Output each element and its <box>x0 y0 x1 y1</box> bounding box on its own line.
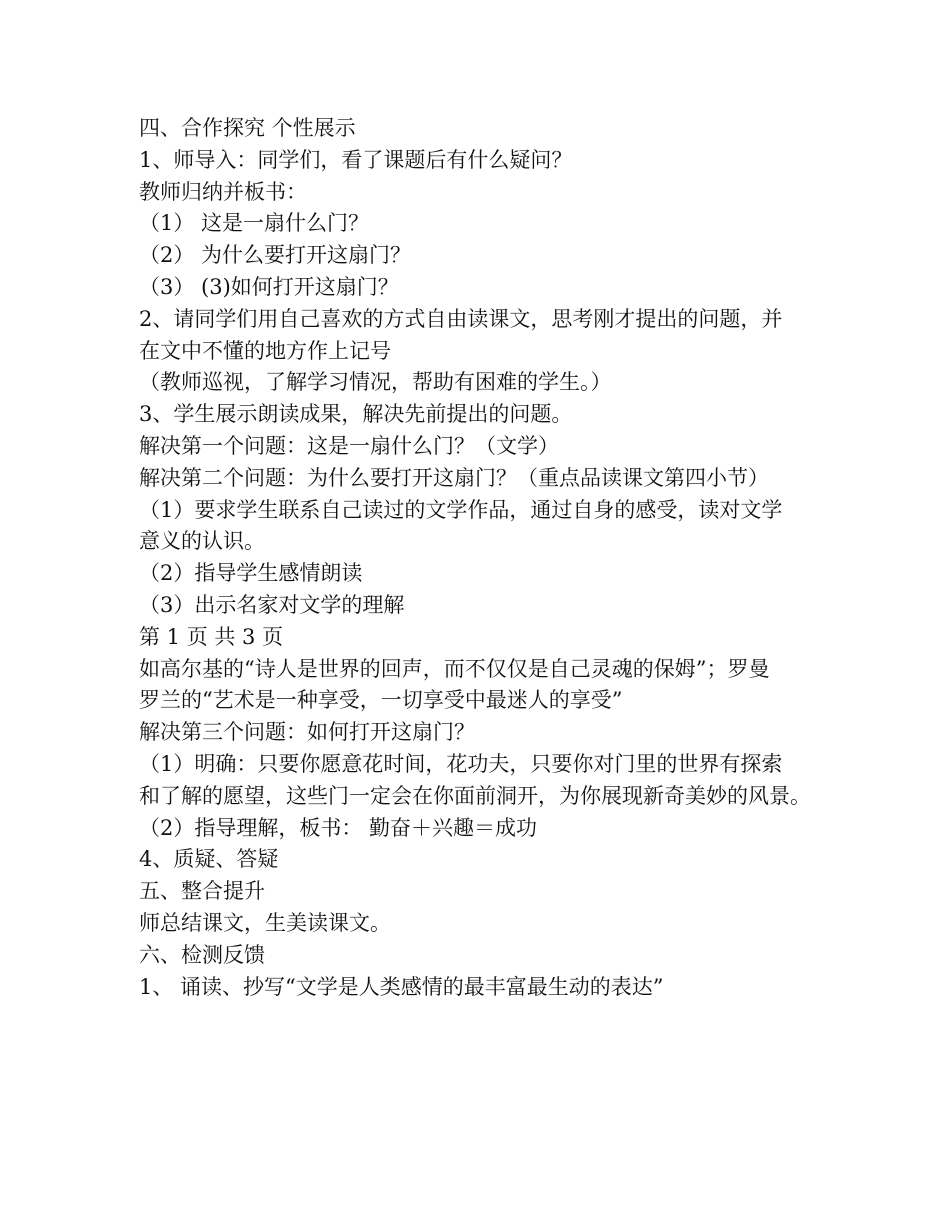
text-line: 和了解的愿望，这些门一定会在你面前洞开，为你展现新奇美妙的风景。 <box>139 783 811 808</box>
section-heading-cooperative-inquiry: 四、合作探究 个性展示 <box>139 116 356 140</box>
text-line: 如高尔基的“诗人是世界的回声，而不仅仅是自己灵魂的保姆”；罗曼 <box>139 656 770 681</box>
text-line: （2）指导理解，板书： 勤奋＋兴趣＝成功 <box>139 815 538 840</box>
text-line: 解决第三个问题：如何打开这扇门？ <box>139 720 475 745</box>
page-number: 第 1 页 共 3 页 <box>139 624 284 649</box>
text-line: 师总结课文，生美读课文。 <box>139 910 391 935</box>
text-line: 2、请同学们用自己喜欢的方式自由读课文，思考刚才提出的问题，并 <box>139 306 783 331</box>
text-line: 3、学生展示朗读成果，解决先前提出的问题。 <box>139 402 573 427</box>
section-heading-integration: 五、整合提升 <box>139 879 265 904</box>
text-line: （1） 这是一扇什么门？ <box>139 211 370 236</box>
section-heading-feedback: 六、检测反馈 <box>139 942 265 967</box>
text-line: 罗兰的“艺术是一种享受，一切享受中最迷人的享受” <box>139 688 623 713</box>
text-line: 教师归纳并板书： <box>139 179 307 204</box>
text-line: 1、师导入：同学们，看了课题后有什么疑问？ <box>139 147 573 172</box>
text-line: 在文中不懂的地方作上记号 <box>139 338 391 363</box>
text-line: 1、 诵读、抄写“文学是人类感情的最丰富最生动的表达” <box>139 974 664 999</box>
text-line: （教师巡视，了解学习情况，帮助有困难的学生。） <box>139 370 612 395</box>
text-line: 解决第一个问题：这是一扇什么门？（文学） <box>139 433 559 458</box>
text-line: （3） (3)如何打开这扇门？ <box>139 274 399 299</box>
text-line: （3）出示名家对文学的理解 <box>139 592 405 617</box>
text-line: （1）明确：只要你愿意花时间，花功夫，只要你对门里的世界有探索 <box>139 751 783 776</box>
text-line: （2） 为什么要打开这扇门？ <box>139 243 412 268</box>
text-line: 意义的认识。 <box>139 529 265 554</box>
text-line: 解决第二个问题：为什么要打开这扇门？（重点品读课文第四小节） <box>139 465 769 490</box>
text-line: 4、质疑、答疑 <box>139 847 279 872</box>
document-body <box>139 113 829 1003</box>
text-line: （2）指导学生感情朗读 <box>139 561 363 586</box>
text-line: （1）要求学生联系自己读过的文学作品，通过自身的感受，读对文学 <box>139 497 783 522</box>
